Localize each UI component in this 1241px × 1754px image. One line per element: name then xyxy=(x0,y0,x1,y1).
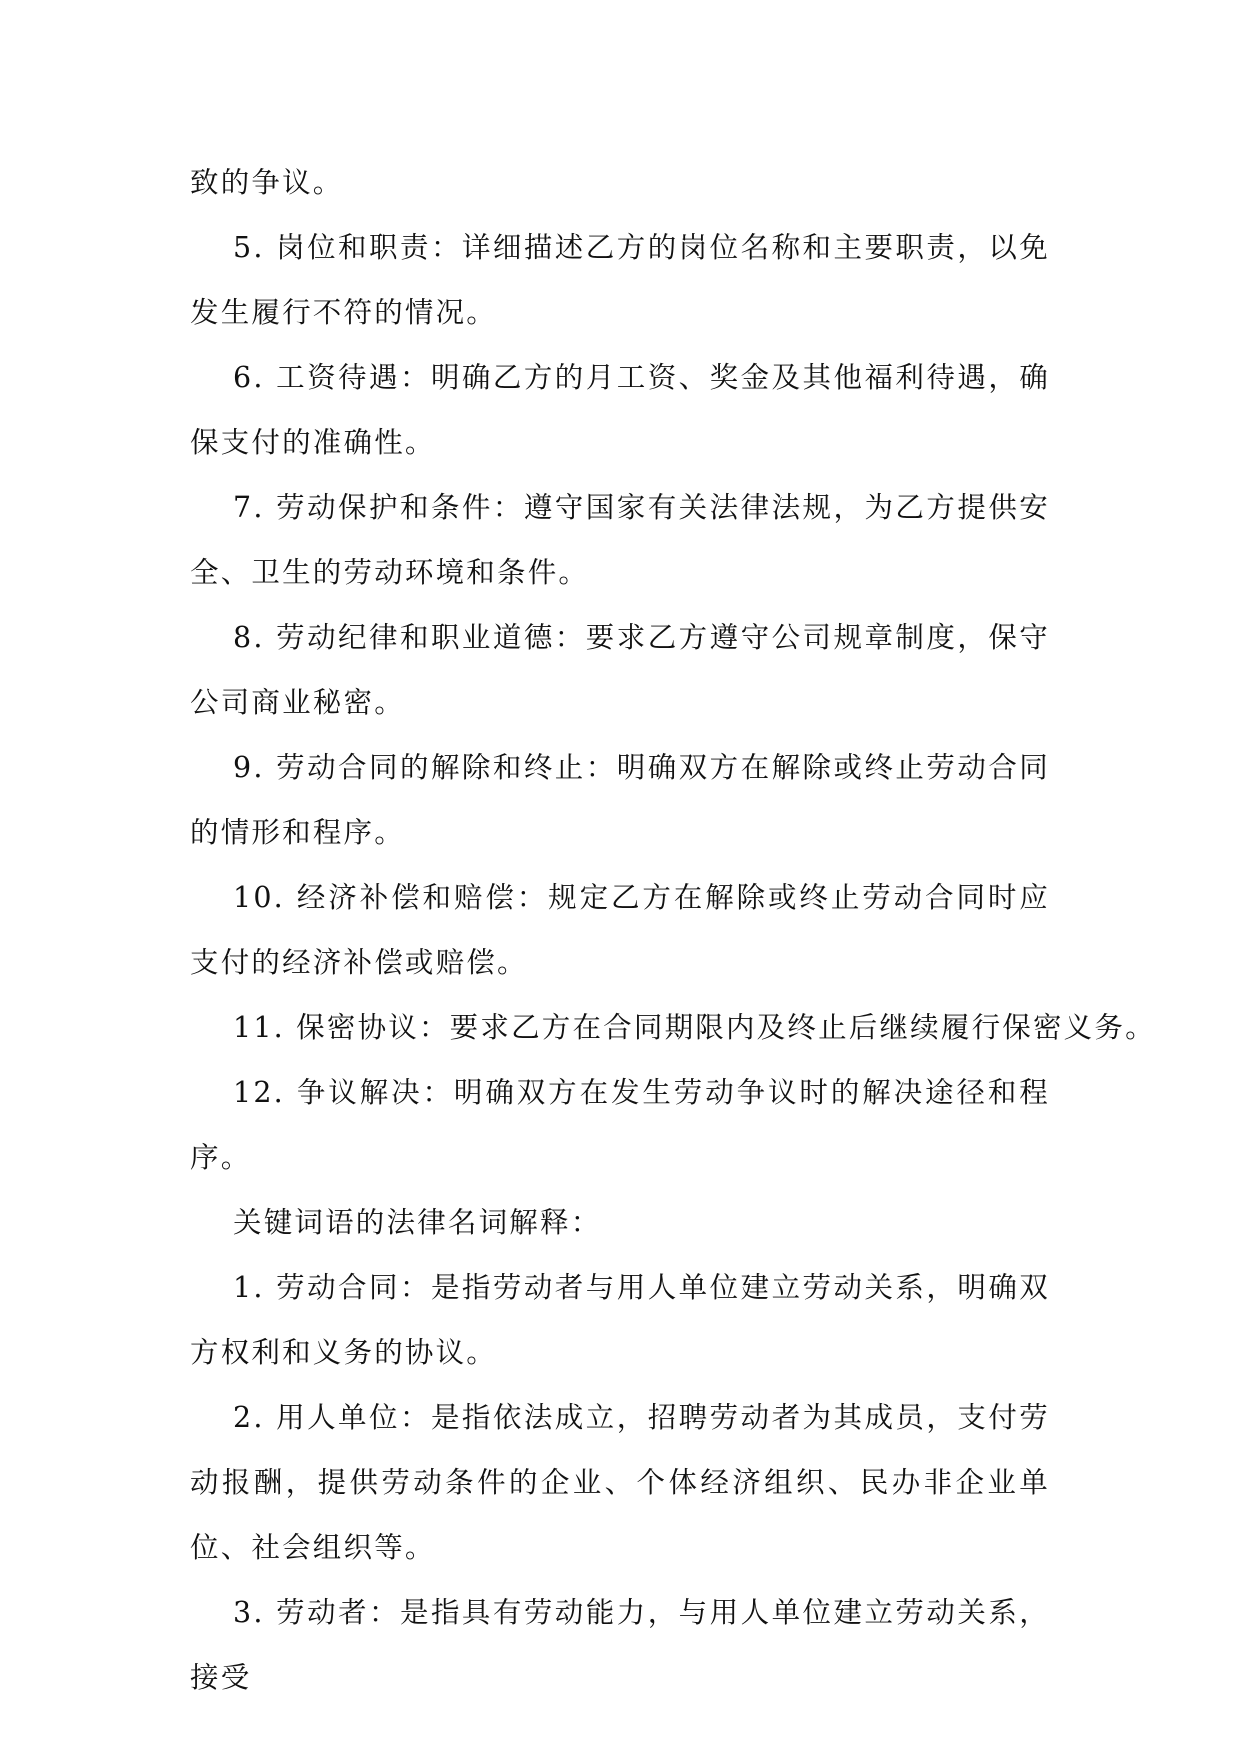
paragraph-item-5: 5. 岗位和职责：详细描述乙方的岗位名称和主要职责，以免发生履行不符的情况。 xyxy=(190,231,1050,329)
paragraph-item-9: 9. 劳动合同的解除和终止：明确双方在解除或终止劳动合同的情形和程序。 xyxy=(190,751,1050,849)
paragraph-continuation: 致的争议。 xyxy=(190,166,344,199)
paragraph-item-7: 7. 劳动保护和条件：遵守国家有关法律法规，为乙方提供安全、卫生的劳动环境和条件。 xyxy=(190,491,1050,589)
paragraph-item-11: 11. 保密协议：要求乙方在合同期限内及终止后继续履行保密义务。 xyxy=(233,1011,1156,1044)
definition-item-1: 1. 劳动合同：是指劳动者与用人单位建立劳动关系，明确双方权利和义务的协议。 xyxy=(190,1271,1050,1369)
paragraph-item-10: 10. 经济补偿和赔偿：规定乙方在解除或终止劳动合同时应支付的经济补偿或赔偿。 xyxy=(190,881,1050,979)
definition-item-3: 3. 劳动者：是指具有劳动能力，与用人单位建立劳动关系，接受 xyxy=(190,1596,1050,1694)
document-page xyxy=(190,150,1156,1710)
section-heading: 关键词语的法律名词解释： xyxy=(233,1206,602,1239)
definition-item-2: 2. 用人单位：是指依法成立，招聘劳动者为其成员，支付劳动报酬，提供劳动条件的企业、个体经济组织、民办非企业单位、社会组织等。 xyxy=(190,1401,1050,1564)
paragraph-item-8: 8. 劳动纪律和职业道德：要求乙方遵守公司规章制度，保守公司商业秘密。 xyxy=(190,621,1050,719)
paragraph-item-12: 12. 争议解决：明确双方在发生劳动争议时的解决途径和程序。 xyxy=(190,1076,1050,1174)
paragraph-item-6: 6. 工资待遇：明确乙方的月工资、奖金及其他福利待遇，确保支付的准确性。 xyxy=(190,361,1050,459)
